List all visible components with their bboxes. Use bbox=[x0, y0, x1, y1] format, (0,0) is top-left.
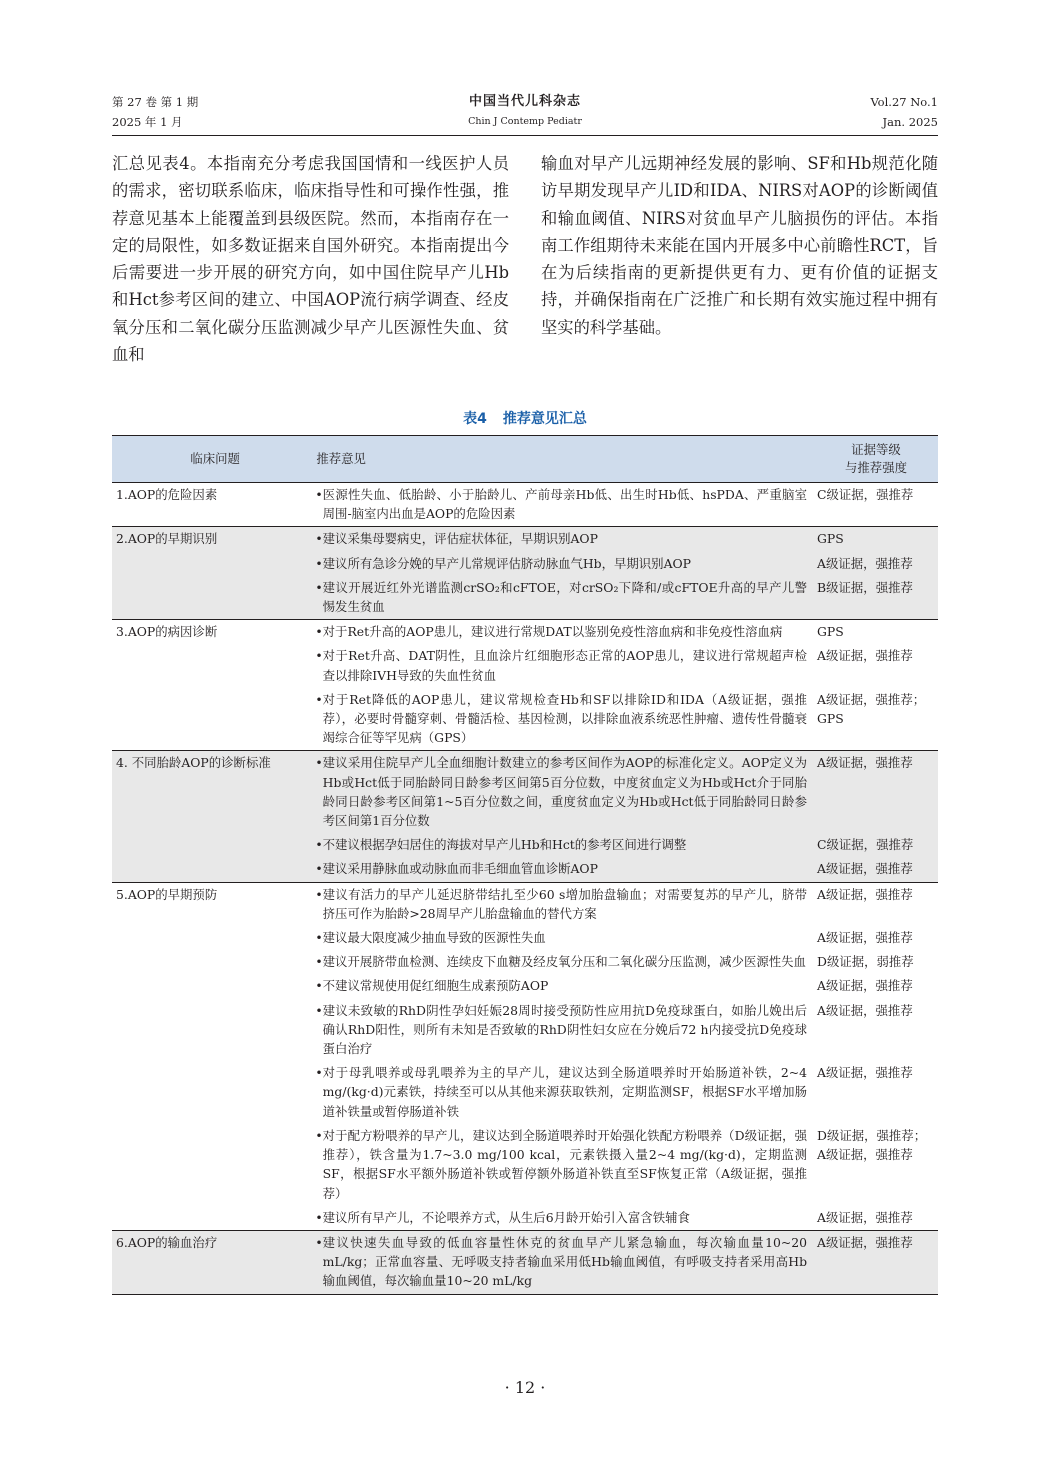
bullet-icon: • bbox=[315, 755, 323, 771]
bullet-icon: • bbox=[315, 1127, 323, 1143]
table-row bbox=[112, 1061, 938, 1124]
evidence-grade-cell: A级证据，强推荐 bbox=[817, 751, 938, 833]
bullet-icon: • bbox=[315, 930, 323, 946]
table-row bbox=[112, 950, 938, 974]
recommendation-text: 医源性失血、低胎龄、小于胎龄儿、产前母亲Hb低、出生时Hb低、hsPDA、严重脑室周围-脑室内出血是AOP的危险因素 bbox=[322, 487, 808, 522]
evidence-grade-cell: A级证据，强推荐 bbox=[817, 552, 938, 576]
clinical-question-cell bbox=[112, 1206, 315, 1231]
evidence-grade-cell: A级证据，强推荐 bbox=[817, 1002, 913, 1018]
bullet-icon: • bbox=[315, 555, 323, 571]
recommendation-text: 对于Ret升高、DAT阴性，且血涂片红细胞形态正常的AOP患儿，建议进行常规超声检查以排除IVH导致的失血性贫血 bbox=[322, 648, 808, 683]
evidence-grade-cell: A级证据，强推荐 bbox=[817, 1065, 913, 1081]
recommendation-cell bbox=[315, 576, 817, 620]
clinical-question-cell: 6.AOP的输血治疗 bbox=[112, 1230, 315, 1294]
recommendation-cell bbox=[315, 999, 817, 1062]
clinical-question-cell bbox=[112, 688, 315, 751]
table-number: 表4 bbox=[463, 411, 487, 427]
bullet-icon: • bbox=[315, 1234, 323, 1250]
table-row bbox=[112, 644, 938, 687]
recommendation-text: 建议快速失血导致的低血容量性休克的贫血早产儿紧急输血，每次输血量10~20 mL/kg；正常血容量、无呼吸支持者输血采用低Hb输血阈值，有呼吸支持者采用高Hb输血阈值，每次输血量10~20 mL/kg bbox=[322, 1234, 808, 1289]
bullet-icon: • bbox=[315, 861, 323, 877]
body-column-left: 汇总见表4。本指南充分考虑我国国情和一线医护人员的需求，密切联系临床，临床指导性和可操作性强，推荐意见基本上能覆盖到县级医院。然而，本指南存在一定的局限性，如多数证据来自国外研究。本指南提出今后需要进一步开展的研究方向，如中国住院早产儿Hb和Hct参考区间的建立、中国AOP流行病学调查、经皮氧分压和二氧化碳分压监测减少早产儿医源性失血、贫血和 bbox=[112, 154, 509, 365]
recommendation-cell bbox=[315, 1206, 817, 1231]
recommendation-text: 不建议常规使用促红细胞生成素预防AOP bbox=[322, 978, 549, 994]
table-header-row bbox=[112, 436, 938, 483]
recommendation-cell bbox=[315, 882, 817, 926]
recommendation-text: 建议采用静脉血或动脉血而非毛细血管血诊断AOP bbox=[322, 861, 598, 877]
table-row bbox=[112, 1124, 938, 1206]
clinical-question-cell bbox=[112, 1061, 315, 1124]
recommendation-text: 建议开展脐带血检测、连续皮下血糖及经皮氧分压和二氧化碳分压监测，减少医源性失血 bbox=[322, 954, 806, 970]
table-row bbox=[112, 1206, 938, 1231]
clinical-question-cell bbox=[112, 974, 315, 998]
evidence-grade-cell: A级证据，强推荐 bbox=[817, 1209, 913, 1225]
recommendation-text: 建议最大限度减少抽血导致的医源性失血 bbox=[322, 930, 546, 946]
table-caption bbox=[112, 408, 938, 428]
recommendation-cell bbox=[315, 751, 817, 833]
evidence-grade-cell: A级证据，强推荐；GPS bbox=[817, 691, 926, 727]
clinical-question-cell: 2.AOP的早期识别 bbox=[112, 527, 315, 552]
recommendation-cell bbox=[315, 926, 817, 950]
recommendation-text: 建议未致敏的RhD阴性孕妇妊娠28周时接受预防性应用抗D免疫球蛋白，如胎儿娩出后确认RhD阳性，则所有未知是否致敏的RhD阴性妇女应在分娩后72 h内接受抗D免疫球蛋白治疗 bbox=[322, 1002, 808, 1057]
table-row bbox=[112, 857, 938, 882]
recommendation-text: 对于母乳喂养或母乳喂养为主的早产儿，建议达到全肠道喂养时开始肠道补铁，2~4 mg/(kg·d)元素铁，持续至可以从其他来源获取铁剂，定期监测SF，根据SF水平增加肠道补铁量或暂停肠道补铁 bbox=[322, 1065, 808, 1119]
recommendation-cell bbox=[315, 644, 817, 687]
table-row bbox=[112, 527, 938, 552]
recommendation-cell bbox=[315, 857, 817, 882]
table-row bbox=[112, 1230, 938, 1294]
evidence-grade-cell: A级证据，强推荐 bbox=[817, 930, 913, 946]
table-row bbox=[112, 576, 938, 620]
table-row bbox=[112, 999, 938, 1062]
col-header-question: 临床问题 bbox=[112, 436, 315, 483]
evidence-grade-cell: C级证据，强推荐 bbox=[817, 487, 914, 502]
bullet-icon: • bbox=[315, 978, 323, 994]
recommendation-cell bbox=[315, 950, 817, 974]
journal-title: 中国当代儿科杂志 bbox=[468, 94, 581, 109]
clinical-question-cell: 4. 不同胎龄AOP的诊断标准 bbox=[112, 751, 315, 833]
recommendation-text: 建议所有急诊分娩的早产儿常规评估脐动脉血气Hb，早期识别AOP bbox=[322, 555, 692, 571]
recommendation-text: 建议采用住院早产儿全血细胞计数建立的参考区间作为AOP的标准化定义。AOP定义为Hb或Hct低于同胎龄同日龄参考区间第5百分位数，中度贫血定义为Hb或Hct介于同胎龄同日龄参考区间第1~5百分位数之间，重度贫血定义为Hb或Hct低于同胎龄同日龄参考区间第1百分位数 bbox=[322, 755, 808, 829]
evidence-grade-cell: A级证据，强推荐 bbox=[817, 648, 913, 664]
recommendation-cell bbox=[315, 620, 817, 645]
table-row bbox=[112, 483, 938, 527]
recommendation-cell bbox=[315, 1230, 817, 1294]
volume-issue: 第 27 卷 第 1 期 bbox=[112, 95, 199, 109]
bullet-icon: • bbox=[315, 487, 323, 502]
table-row bbox=[112, 620, 938, 645]
evidence-grade-cell: B级证据，强推荐 bbox=[817, 576, 938, 620]
col-header-evidence-line1: 证据等级 bbox=[851, 442, 901, 457]
table-row bbox=[112, 552, 938, 576]
recommendation-text: 建议有活力的早产儿延迟脐带结扎至少60 s增加胎盘输血；对需要复苏的早产儿，脐带挤压可作为胎龄>28周早产儿胎盘输血的替代方案 bbox=[322, 886, 808, 921]
table-row bbox=[112, 688, 938, 751]
bullet-icon: • bbox=[315, 691, 323, 707]
evidence-grade-cell: A级证据，强推荐 bbox=[817, 882, 938, 926]
evidence-grade-cell: A级证据，强推荐 bbox=[817, 857, 938, 882]
table-row bbox=[112, 751, 938, 833]
header-rule bbox=[112, 135, 938, 136]
recommendation-cell bbox=[315, 552, 817, 576]
evidence-grade-cell: GPS bbox=[817, 527, 938, 552]
bullet-icon: • bbox=[315, 954, 323, 970]
col-header-evidence bbox=[817, 436, 938, 483]
clinical-question-cell: 3.AOP的病因诊断 bbox=[112, 620, 315, 645]
recommendation-cell bbox=[315, 688, 817, 751]
recommendation-text: 建议所有早产儿，不论喂养方式，从生后6月龄开始引入富含铁辅食 bbox=[322, 1209, 690, 1225]
evidence-grade-cell: A级证据，强推荐 bbox=[817, 978, 913, 994]
header-center bbox=[112, 92, 938, 132]
recommendation-cell bbox=[315, 1124, 817, 1206]
table-row bbox=[112, 833, 938, 857]
publication-date: 2025 年 1 月 bbox=[112, 115, 183, 129]
clinical-question-cell bbox=[112, 576, 315, 620]
recommendation-cell bbox=[315, 833, 817, 857]
recommendation-cell bbox=[315, 1061, 817, 1124]
bullet-icon: • bbox=[315, 837, 323, 853]
bullet-icon: • bbox=[315, 531, 323, 547]
bullet-icon: • bbox=[315, 1002, 323, 1018]
publication-date-en: Jan. 2025 bbox=[882, 115, 938, 129]
recommendation-text: 建议开展近红外光谱监测crSO₂和cFTOE，对crSO₂下降和/或cFTOE升高的早产儿警惕发生贫血 bbox=[322, 579, 808, 615]
recommendation-cell bbox=[315, 974, 817, 998]
recommendation-cell bbox=[315, 483, 817, 527]
table-title: 推荐意见汇总 bbox=[502, 411, 587, 427]
clinical-question-cell: 5.AOP的早期预防 bbox=[112, 882, 315, 926]
clinical-question-cell bbox=[112, 552, 315, 576]
body-column-right: 输血对早产儿远期神经发展的影响、SF和Hb规范化随访早期发现早产儿ID和IDA、NIRS对AOP的诊断阈值和输血阈值、NIRS对贫血早产儿脑损伤的评估。本指南工作组期待未来能在国内开展多中心前瞻性RCT，旨在为后续指南的更新提供更有力、更有价值的证据支持，并确保指南在广泛推广和长期有效实施过程中拥有坚实的科学基础。 bbox=[541, 154, 938, 337]
clinical-question-cell bbox=[112, 1124, 315, 1206]
running-header bbox=[112, 92, 938, 136]
evidence-grade-cell: D级证据，强推荐；A级证据，强推荐 bbox=[817, 1127, 927, 1163]
recommendation-table bbox=[112, 435, 938, 1295]
bullet-icon: • bbox=[315, 1209, 323, 1225]
clinical-question-cell bbox=[112, 926, 315, 950]
bullet-icon: • bbox=[315, 624, 323, 640]
recommendation-text: 对于配方粉喂养的早产儿，建议达到全肠道喂养时开始强化铁配方粉喂养（D级证据，强推荐），铁含量为1.7~3.0 mg/100 kcal，元素铁摄入量2~4 mg/(kg·d)，定期监测SF，根据SF水平额外肠道补铁或暂停额外肠道补铁直至SF恢复正常（A级证据，强推荐） bbox=[322, 1127, 808, 1201]
page-number: · 12 · bbox=[504, 1378, 546, 1397]
evidence-grade-cell: GPS bbox=[817, 620, 938, 645]
evidence-grade-cell: C级证据，强推荐 bbox=[817, 833, 938, 857]
recommendation-text: 不建议根据孕妇居住的海拔对早产儿Hb和Hct的参考区间进行调整 bbox=[322, 837, 687, 853]
journal-title-en: Chin J Contemp Pediatr bbox=[468, 116, 582, 127]
evidence-grade-cell: A级证据，强推荐 bbox=[817, 1230, 938, 1294]
col-header-evidence-line2: 与推荐强度 bbox=[845, 460, 907, 475]
header-right bbox=[870, 92, 938, 132]
table-row bbox=[112, 926, 938, 950]
recommendation-text: 建议采集母婴病史，评估症状体征，早期识别AOP bbox=[322, 531, 598, 547]
bullet-icon: • bbox=[315, 648, 323, 664]
table-row bbox=[112, 882, 938, 926]
bullet-icon: • bbox=[315, 579, 323, 595]
clinical-question-cell: 1.AOP的危险因素 bbox=[116, 487, 218, 502]
recommendation-cell bbox=[315, 527, 817, 552]
bullet-icon: • bbox=[315, 886, 323, 902]
recommendation-text: 对于Ret降低的AOP患儿，建议常规检查Hb和SF以排除ID和IDA（A级证据，强推荐），必要时骨髓穿刺、骨髓活检、基因检测，以排除血液系统恶性肿瘤、遗传性骨髓衰竭综合征等罕见病（GPS） bbox=[322, 691, 808, 746]
col-header-recommendation: 推荐意见 bbox=[315, 436, 817, 483]
recommendation-text: 对于Ret升高的AOP患儿，建议进行常规DAT以鉴别免疫性溶血病和非免疫性溶血病 bbox=[322, 624, 783, 640]
clinical-question-cell bbox=[112, 999, 315, 1062]
table-body bbox=[112, 483, 938, 1295]
volume-issue-en: Vol.27 No.1 bbox=[870, 95, 938, 109]
bullet-icon: • bbox=[315, 1065, 323, 1081]
clinical-question-cell bbox=[112, 950, 315, 974]
table-row bbox=[112, 974, 938, 998]
clinical-question-cell bbox=[112, 857, 315, 882]
evidence-grade-cell: D级证据，弱推荐 bbox=[817, 954, 914, 970]
clinical-question-cell bbox=[112, 833, 315, 857]
clinical-question-cell bbox=[112, 644, 315, 687]
